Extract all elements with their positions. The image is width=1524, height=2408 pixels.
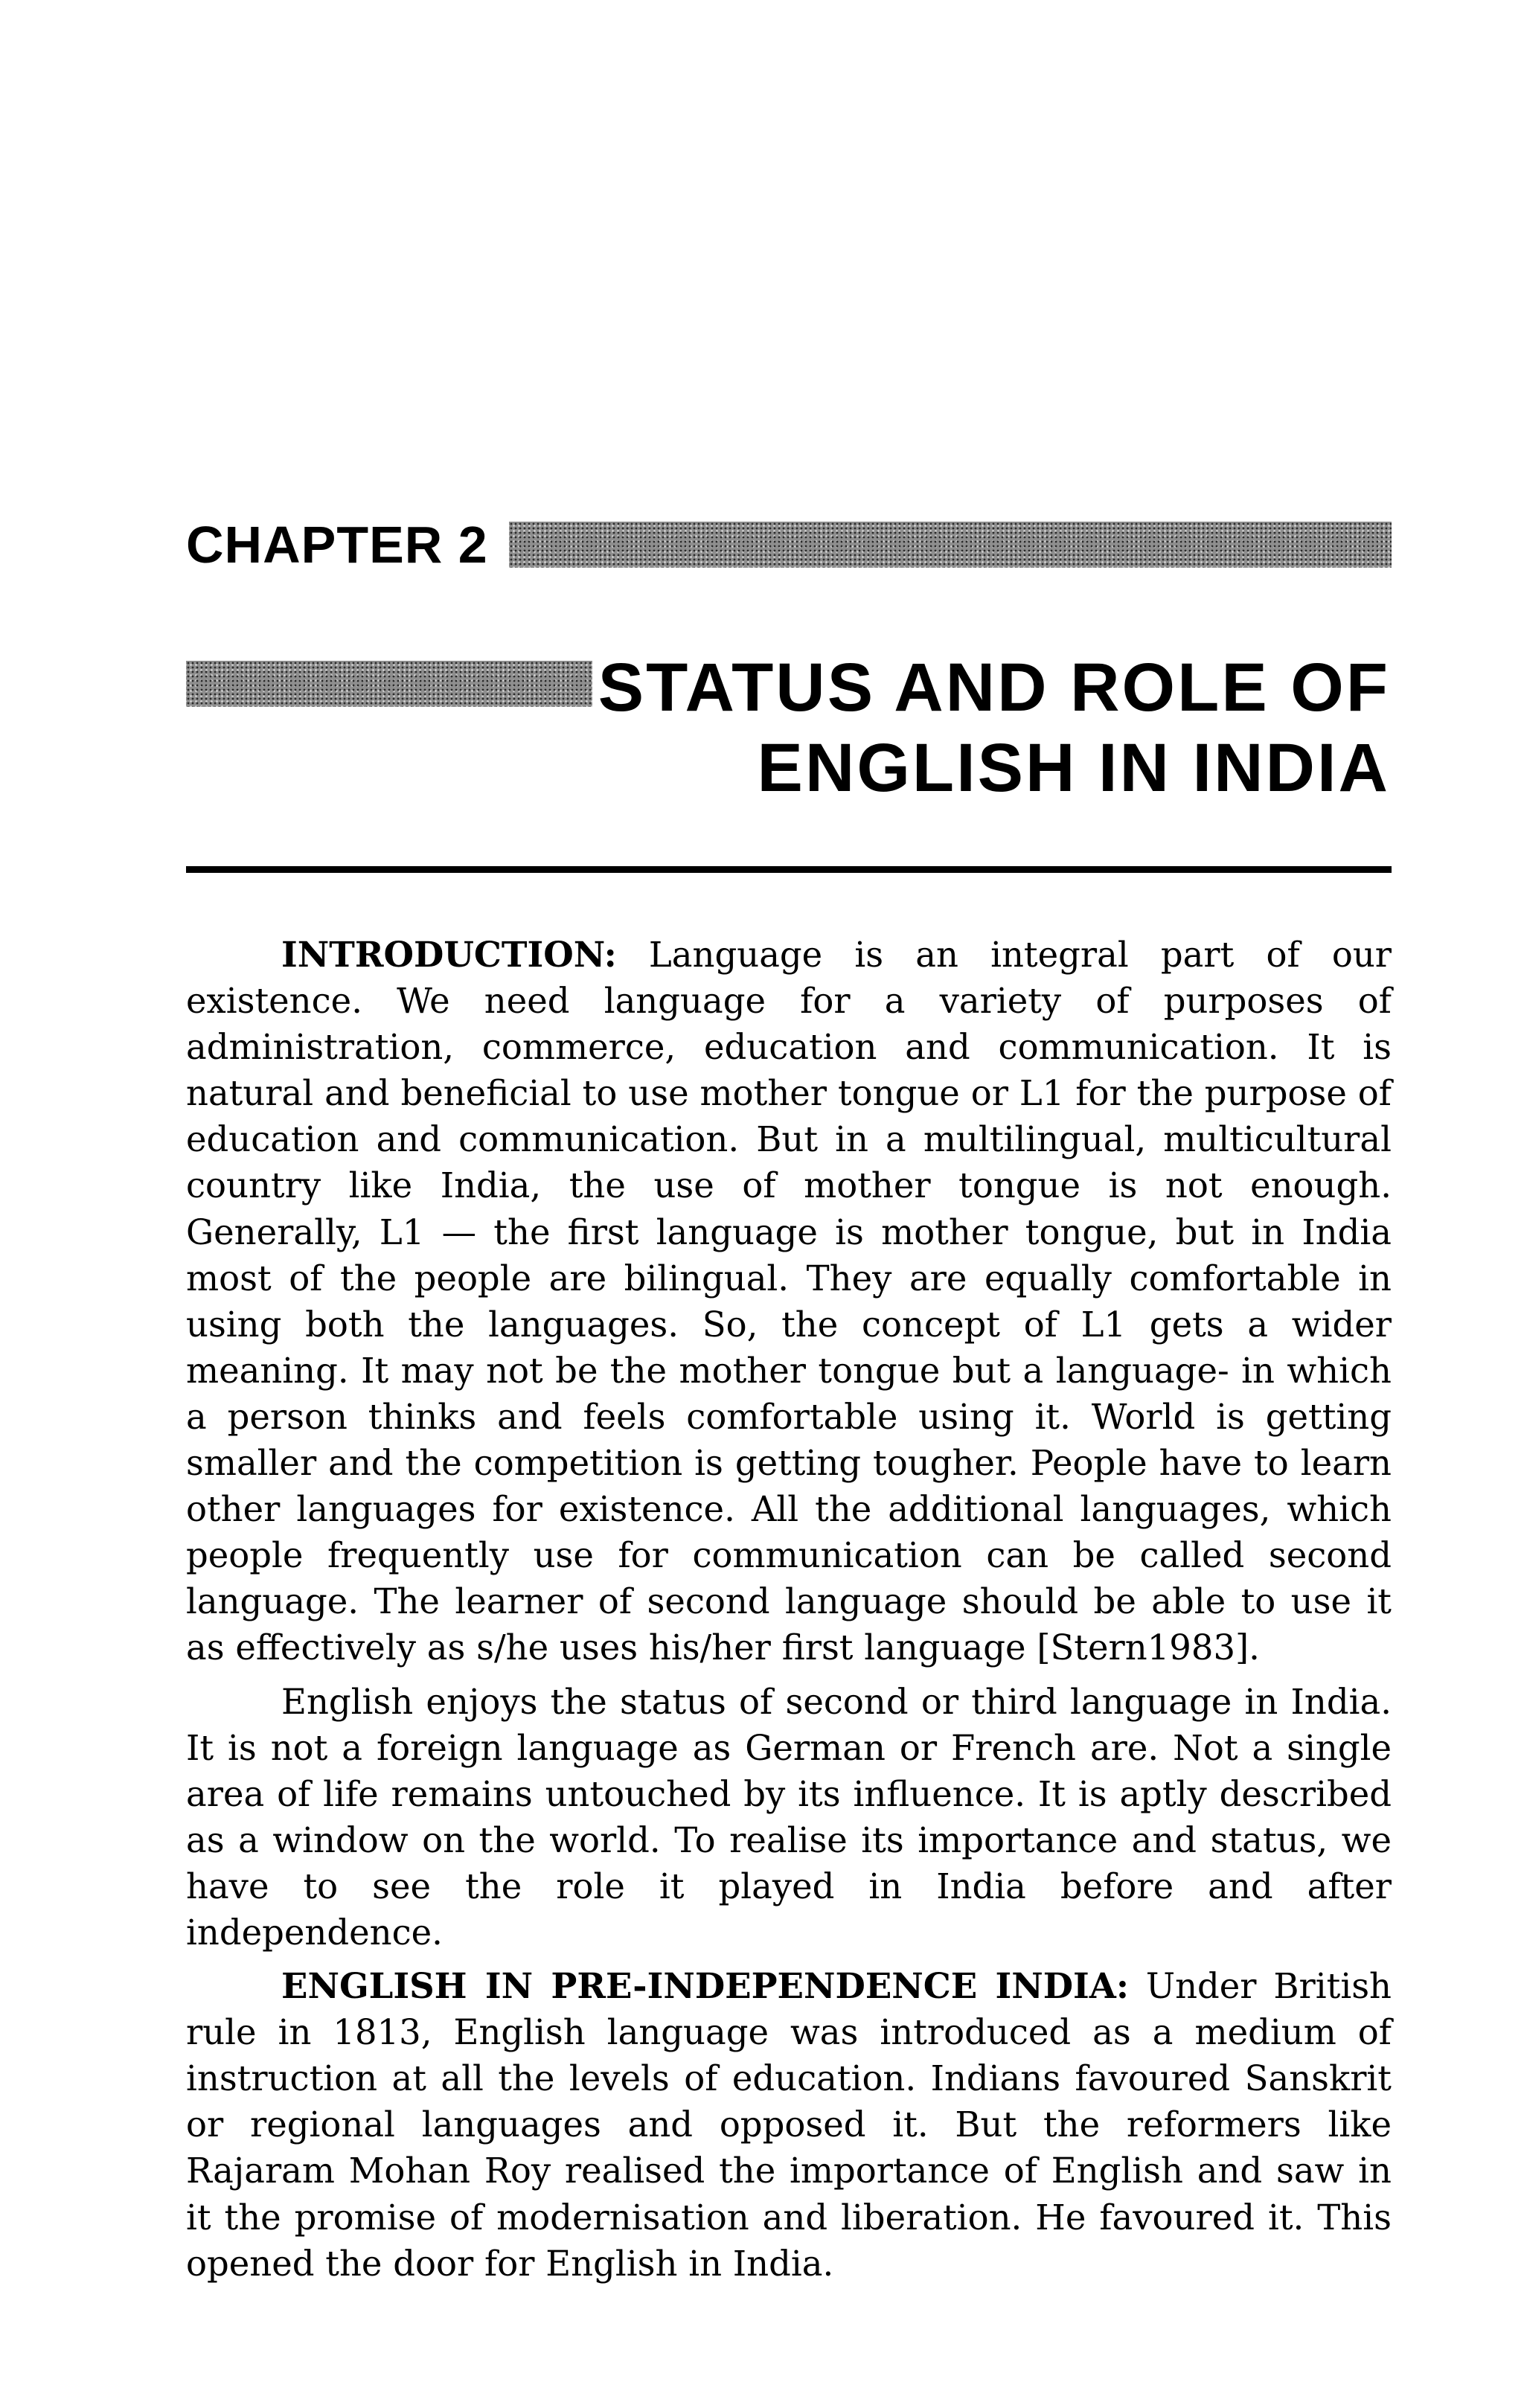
title-decorative-bar xyxy=(186,661,592,707)
paragraph-text: Language is an integral part of our existence. We need language for a variety of purposes of administration, commerce, education and communication. It is natural and beneficial to use mother tongue or L1 for the purpose of education and communication. But in a multilingual, multicultural country like India, the use of mother tongue is not enough. Generally, L1 — the first language is mother tongue, but in India most of the people are bilingual. They are equally comfortable in using both the languages. So, the concept of L1 gets a wider meaning. It may not be the mother tongue but a language- in which a person thinks and feels comfortable using it. World is getting smaller and the competition is getting tougher. People have to learn other languages for existence. All the additional languages, which people frequently use for communication can be called second language. The learner of second language should be able to use it as effectively as s/he uses his/her first language [Stern1983]. xyxy=(186,935,1392,1668)
paragraph-pre-independence xyxy=(186,1963,1392,2287)
body-text xyxy=(186,932,1392,2287)
section-lead-introduction: INTRODUCTION: xyxy=(281,934,617,975)
paragraph-introduction xyxy=(186,932,1392,1671)
chapter-label: CHAPTER 2 xyxy=(186,516,488,574)
section-lead-pre-independence: ENGLISH IN PRE-INDEPENDENCE INDIA: xyxy=(281,1965,1130,2007)
chapter-heading xyxy=(186,515,1392,574)
chapter-title-line-2: ENGLISH IN INDIA xyxy=(757,730,1390,806)
chapter-title-line-1: STATUS AND ROLE OF xyxy=(598,650,1390,726)
paragraph-status xyxy=(186,1679,1392,1956)
chapter-title xyxy=(598,647,1390,808)
title-divider-rule xyxy=(186,866,1392,873)
chapter-decorative-bar xyxy=(509,522,1392,568)
paragraph-text: English enjoys the status of second or third language in India. It is not a foreign language as German or French are. Not a single area of life remains untouched by its influence. It is aptly described as a window on the world. To realise its importance and status, we have to see the role it played in India before and after independence. xyxy=(186,1681,1392,1953)
paragraph-text: Under British rule in 1813, English language was introduced as a medium of instruction at all the levels of education. Indians favoured Sanskrit or regional languages and opposed it. But the reformers like Rajaram Mohan Roy realised the importance of English and saw in it the promise of modernisation and liberation. He favoured it. This opened the door for English in India. xyxy=(186,1966,1392,2284)
